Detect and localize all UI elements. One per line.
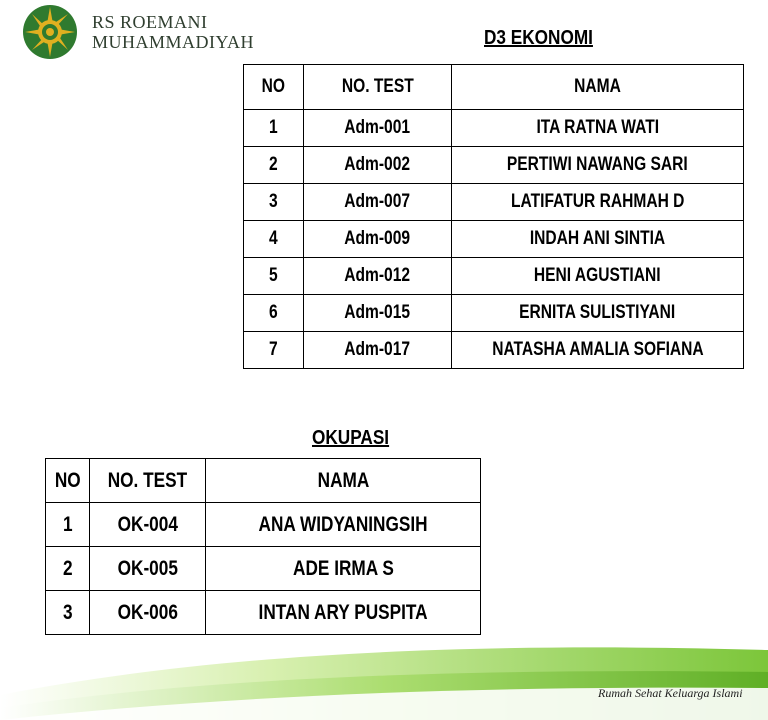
- table-row: [244, 147, 744, 184]
- table-row: [244, 295, 744, 332]
- row-test: Adm-002: [344, 154, 411, 175]
- column-header-no-test: NO. TEST: [90, 459, 206, 503]
- row-test: Adm-009: [344, 228, 411, 249]
- row-no: 4: [269, 228, 278, 249]
- row-no: 2: [62, 556, 73, 580]
- row-test: Adm-007: [344, 191, 411, 212]
- section-title-okupasi: OKUPASI: [312, 427, 390, 449]
- d3-ekonomi-table: [243, 64, 744, 369]
- row-nama: ERNITA SULISTIYANI: [519, 302, 676, 323]
- row-nama: ITA RATNA WATI: [536, 117, 659, 138]
- row-no: 6: [269, 302, 278, 323]
- table-row: [244, 332, 744, 369]
- table-header-row: [244, 65, 744, 110]
- row-test: Adm-017: [344, 339, 411, 360]
- table-row: [244, 221, 744, 258]
- row-no: 5: [269, 265, 278, 286]
- row-test: OK-006: [117, 600, 178, 624]
- row-no: 3: [62, 600, 73, 624]
- table-row: [244, 184, 744, 221]
- column-header-nama: NAMA: [452, 65, 744, 110]
- row-no: 2: [269, 154, 278, 175]
- row-no: 7: [269, 339, 278, 360]
- footer-green-wave: [0, 600, 768, 720]
- row-no: 1: [269, 117, 278, 138]
- row-nama: ANA WIDYANINGSIH: [258, 512, 428, 536]
- row-nama: NATASHA AMALIA SOFIANA: [491, 339, 704, 360]
- footer-tagline: Rumah Sehat Keluarga Islami: [598, 686, 743, 700]
- row-nama: INDAH ANI SINTIA: [529, 228, 666, 249]
- column-header-nama: NAMA: [206, 459, 481, 503]
- row-nama: INTAN ARY PUSPITA: [258, 600, 428, 624]
- row-nama: PERTIWI NAWANG SARI: [507, 154, 688, 175]
- section-title-d3-ekonomi: D3 EKONOMI: [484, 27, 593, 49]
- column-header-no: NO: [244, 65, 304, 110]
- row-test: OK-005: [117, 556, 178, 580]
- row-test: Adm-012: [344, 265, 411, 286]
- column-header-no: NO: [46, 459, 90, 503]
- org-name-line2: MUHAMMADIYAH: [92, 32, 255, 52]
- table-row: [46, 547, 481, 591]
- row-test: Adm-001: [344, 117, 411, 138]
- hospital-header: [22, 4, 282, 62]
- row-test: Adm-015: [344, 302, 411, 323]
- row-nama: HENI AGUSTIANI: [534, 265, 661, 286]
- table-row: [244, 110, 744, 147]
- row-no: 3: [269, 191, 278, 212]
- table-header-row: [46, 459, 481, 503]
- org-name-line1: RS ROEMANI: [92, 12, 208, 32]
- table-row: [46, 503, 481, 547]
- table-row: [244, 258, 744, 295]
- column-header-no-test: NO. TEST: [304, 65, 452, 110]
- row-no: 1: [62, 512, 73, 536]
- row-test: OK-004: [117, 512, 178, 536]
- muhammadiyah-sun-logo-icon: [22, 4, 78, 60]
- row-nama: ADE IRMA S: [292, 556, 394, 580]
- row-nama: LATIFATUR RAHMAH D: [510, 191, 685, 212]
